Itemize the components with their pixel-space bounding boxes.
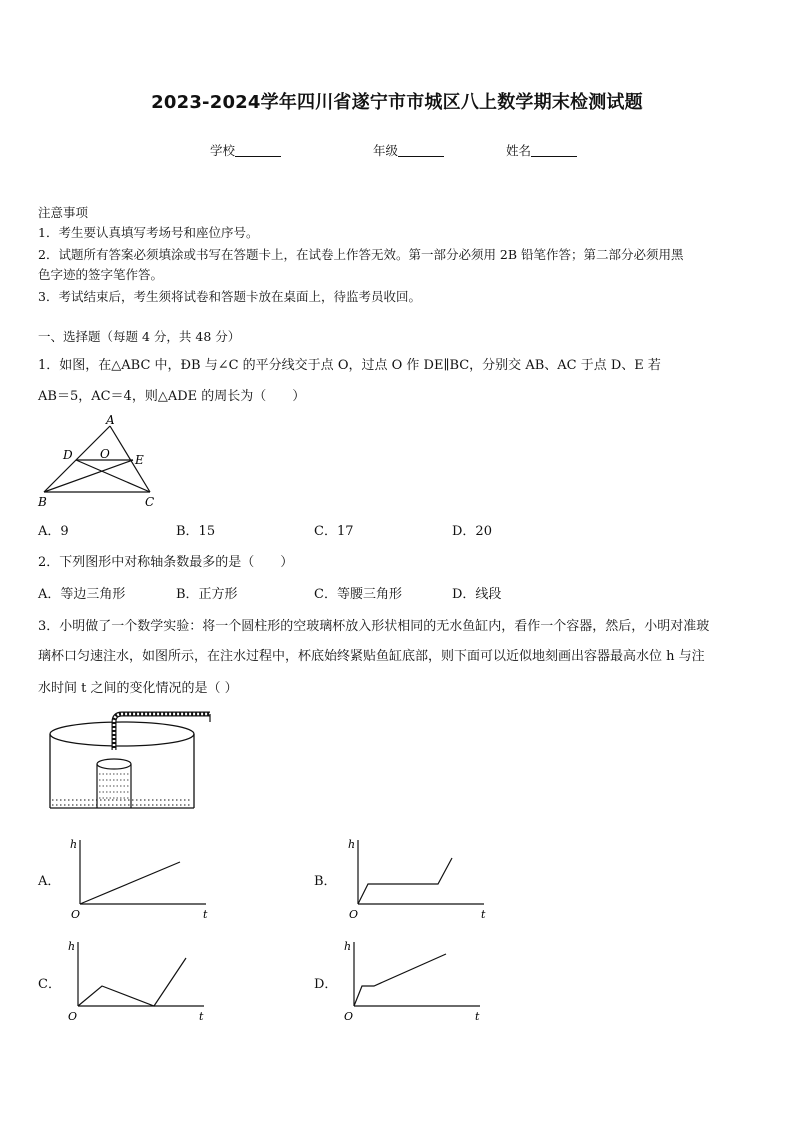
origin-label: O [71, 908, 81, 921]
q1-option-b[interactable]: B．15 [176, 524, 216, 539]
q3-option-d[interactable]: D． [314, 977, 338, 992]
q1-option-c[interactable]: C．17 [314, 524, 354, 539]
vertex-label-a: A [106, 413, 115, 427]
q3-option-a[interactable]: A． [38, 874, 61, 889]
graph-d[interactable] [340, 936, 490, 1026]
q3-stem-line3: 水时间 t 之间的变化情况的是（ ） [38, 681, 238, 696]
school-label: 学校 [210, 143, 236, 158]
axis-h-label: h [70, 838, 78, 851]
point-label-o: O [100, 447, 110, 461]
q3-stem-line1: 3．小明做了一个数学实验：将一个圆柱形的空玻璃杯放入形状相同的无水鱼缸内，看作一个容器，然后，小明对准玻 [38, 619, 710, 634]
q2-option-c[interactable]: C．等腰三角形 [314, 587, 402, 602]
axis-h-label: h [348, 838, 356, 851]
note-item: 2．试题所有答案必须填涂或书写在答题卡上，在试卷上作答无效。第一部分必须用 2B 铅笔作答；第二部分必须用黑 [38, 247, 684, 262]
q1-triangle-figure [30, 412, 170, 512]
name-blank [531, 143, 577, 157]
q2-option-b[interactable]: B．正方形 [176, 587, 238, 602]
grade-label: 年级 [373, 143, 399, 158]
q2-option-a[interactable]: A．等边三角形 [38, 587, 126, 602]
q3-option-c[interactable]: C． [38, 977, 61, 992]
axis-h-label: h [344, 940, 352, 953]
name-field [506, 141, 577, 159]
grade-blank [398, 143, 444, 157]
section-heading: 一、选择题（每题 4 分，共 48 分） [38, 329, 241, 344]
axis-h-label: h [68, 940, 76, 953]
note-item: 1．考生要认真填写考场号和座位序号。 [38, 225, 259, 240]
vertex-label-b: B [38, 495, 47, 509]
q1-stem-line1: 1．如图，在△ABC 中，ÐB 与∠C 的平分线交于点 O，过点 O 作 DE∥BC，分别交 AB、AC 于点 D、E 若 [38, 358, 661, 373]
q1-option-a[interactable]: A．9 [38, 524, 69, 539]
axis-t-label: t [481, 908, 486, 921]
vertex-label-d: D [63, 448, 73, 462]
page-title: 2023-2024学年四川省遂宁市市城区八上数学期末检测试题 [151, 92, 643, 113]
note-item: 色字迹的签字笔作答。 [38, 267, 164, 282]
axis-t-label: t [475, 1010, 480, 1023]
q1-stem-line2: AB＝5，AC＝4，则△ADE 的周长为（ ） [38, 389, 306, 404]
q1-option-d[interactable]: D．20 [452, 524, 492, 539]
vertex-label-c: C [145, 495, 155, 509]
notes-heading: 注意事项 [38, 205, 89, 220]
origin-label: O [349, 908, 359, 921]
q2-option-d[interactable]: D．线段 [452, 587, 502, 602]
grade-field [373, 141, 444, 159]
school-blank [235, 143, 281, 157]
note-item: 3．考试结束后，考生须将试卷和答题卡放在桌面上，待监考员收回。 [38, 289, 421, 304]
graph-b[interactable] [344, 834, 494, 924]
axis-t-label: t [199, 1010, 204, 1023]
axis-t-label: t [203, 908, 208, 921]
q3-stem-line2: 璃杯口匀速注水，如图所示，在注水过程中，杯底始终紧贴鱼缸底部，则下面可以近似地刻画出容器最高水位 h 与注 [38, 649, 705, 664]
graph-c[interactable] [64, 936, 214, 1026]
vertex-label-e: E [135, 453, 144, 467]
graph-a[interactable] [66, 834, 216, 924]
name-label: 姓名 [506, 143, 532, 158]
origin-label: O [344, 1010, 354, 1023]
origin-label: O [68, 1010, 78, 1023]
q2-stem: 2．下列图形中对称轴条数最多的是（ ） [38, 555, 294, 570]
q3-option-b[interactable]: B． [314, 874, 337, 889]
fish-tank-figure [42, 704, 222, 822]
school-field [210, 141, 281, 159]
